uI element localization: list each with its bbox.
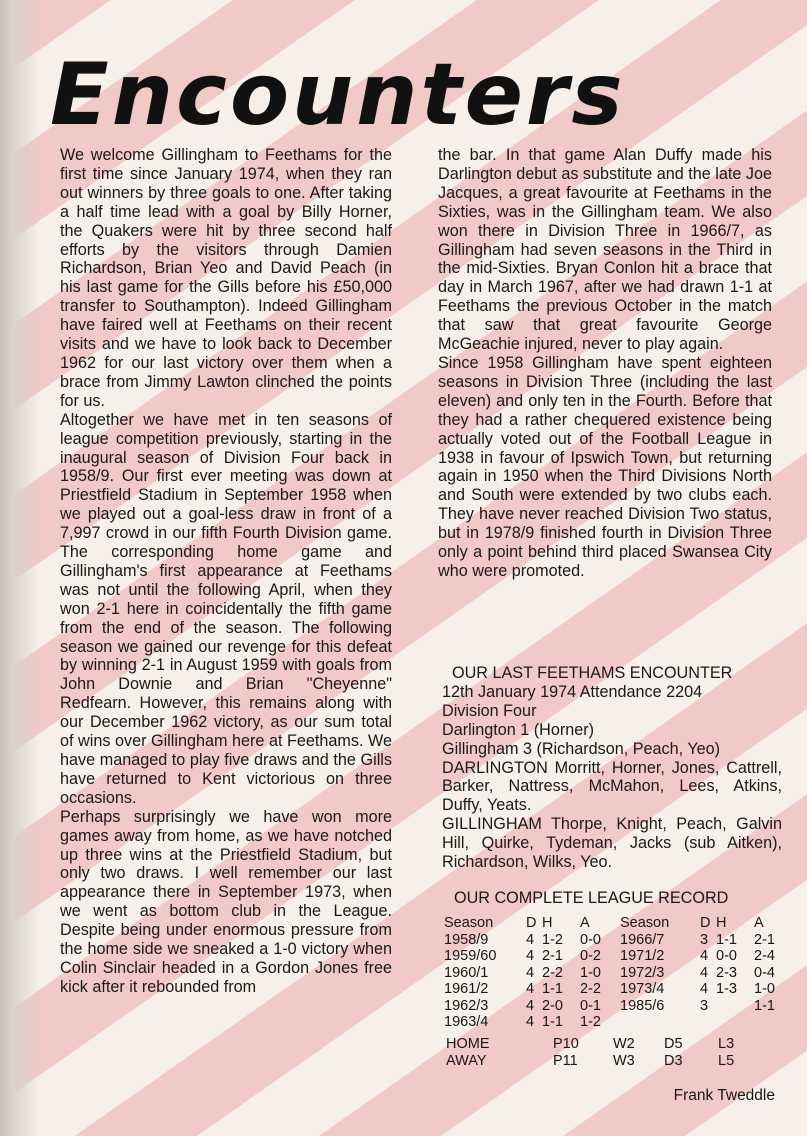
summary-played: P11 — [553, 1052, 578, 1069]
table-cell: 0-0 — [716, 948, 737, 964]
gillingham-lineup: GILLINGHAM Thorpe, Knight, Peach, Galvin Hill, Quirke, Tydeman, Jacks (sub Aitken), Richardson, Wilks, Yeo. — [442, 815, 782, 872]
table-cell: 3 — [700, 931, 709, 948]
table-cell: 1958/9 — [444, 931, 489, 948]
table-cell: 1-2 — [580, 1014, 601, 1030]
league-record-heading: OUR COMPLETE LEAGUE RECORD — [454, 889, 729, 907]
summary-won: W3 — [613, 1052, 635, 1069]
column-header: D — [526, 915, 537, 931]
table-cell: 1-2 — [542, 931, 563, 948]
summary-won: W2 — [613, 1036, 635, 1052]
table-cell: 4 — [526, 1014, 535, 1030]
column-header: A — [754, 915, 764, 931]
summary-played: P10 — [553, 1036, 579, 1052]
summary-row-home — [446, 1036, 786, 1053]
page-edge-shadow — [0, 0, 40, 1136]
table-cell: 1973/4 — [620, 981, 665, 997]
table-header-row — [444, 915, 784, 932]
table-row — [444, 1014, 784, 1031]
column-header: D — [700, 915, 711, 931]
column-header: A — [580, 915, 590, 931]
article-paragraph: Since 1958 Gillingham have spent eighteen seasons in Division Three (including the last eleven) and only ten in the Fourth. Before that they had a rather chequered existence being actually voted out of the Football League in 1938 in favour of Ipswich Town, but returning again in 1950 when the Third Divisions North and South were extended by two clubs each. They have never reached Division Two status, but in 1978/9 finished fourth in Division Three only a point behind third placed Swansea City who were promoted. — [438, 353, 772, 580]
table-cell: 2-3 — [716, 964, 737, 981]
summary-lost: L3 — [718, 1036, 735, 1052]
table-cell: 0-0 — [580, 931, 601, 948]
table-cell: 2-0 — [542, 997, 563, 1014]
table-cell: 2-4 — [754, 948, 775, 964]
record-summary — [446, 1036, 786, 1069]
table-row — [444, 948, 784, 965]
table-cell: 4 — [526, 964, 535, 981]
table-cell: 1963/4 — [444, 1014, 489, 1030]
author-byline: Frank Tweddle — [673, 1087, 775, 1104]
table-cell: 1-0 — [580, 964, 601, 981]
table-cell: 2-2 — [542, 964, 563, 981]
article-paragraph: Altogether we have met in ten seasons of league competition previously, starting in the inaugural season of Division Four back in 1958/9. Our first ever meeting was down at Priestfield Stadium in September 1958 when we played out a goal-less draw in front of a 7,997 crowd in our fifth Fourth Division game. The corresponding home game and Gillingham's first appearance at Feethams was not until the following April, when they won 2-1 here in coincidentally the fifth game from the end of the season. The following season we gained our revenge for this defeat by winning 2-1 in August 1959 with goals from John Downie and Brian "Cheyenne" Redfearn. However, this remains along with our December 1962 victory, as our sum total of wins over Gillingham here at Feethams. We have managed to play five draws and the Gills have returned to Kent victorious on three occasions. — [60, 410, 392, 807]
table-row — [444, 965, 784, 982]
table-cell: 1959/60 — [444, 948, 497, 964]
article-paragraph: We welcome Gillingham to Feethams for the first time since January 1974, when they ran out winners by three goals to one. After taking a half time lead with a goal by Billy Horner, the Quakers were hit by three second half efforts by the visitors through Damien Richardson, Brian Yeo and David Peach (in his last game for the Gills before his £50,000 transfer to Southampton). Indeed Gillingham have faired well at Feethams on their recent visits and we have to look back to December 1962 for our last victory over them when a brace from Jimmy Lawton clinched the points for us. — [60, 146, 392, 410]
table-cell: 1-1 — [754, 997, 775, 1014]
column-header: Season — [620, 915, 670, 931]
table-cell: 0-4 — [754, 964, 775, 981]
article-paragraph: the bar. In that game Alan Duffy made his Darlington debut as substitute and the late Joe Jacques, a great favourite at Feethams in the Sixties, was in the Gillingham team. We also won there in Division Three in 1966/7, as Gillingham had seven seasons in the Third in the mid-Sixties. Bryan Conlon hit a brace that day in March 1967, after we had drawn 1-1 at Feethams the previous October in the match that saw that great favourite George McGeachie injured, never to play again. — [438, 146, 772, 354]
home-score: Darlington 1 (Horner) — [442, 720, 595, 739]
table-cell: 1972/3 — [620, 964, 665, 981]
page-title: Encounters — [50, 45, 626, 145]
table-cell: 4 — [700, 948, 709, 964]
table-cell: 4 — [526, 997, 535, 1014]
table-cell: 1-1 — [542, 1014, 563, 1030]
table-cell: 4 — [700, 964, 709, 981]
table-cell: 4 — [700, 981, 709, 997]
column-header: H — [542, 915, 553, 931]
table-row — [444, 981, 784, 998]
table-cell: 4 — [526, 981, 535, 997]
summary-lost: L5 — [718, 1052, 735, 1069]
table-cell: 4 — [526, 948, 535, 964]
table-cell: 1985/6 — [620, 997, 665, 1014]
table-row — [444, 932, 784, 949]
table-cell: 1962/3 — [444, 997, 489, 1014]
column-header: Season — [444, 915, 494, 931]
match-division: Division Four — [442, 701, 537, 720]
darlington-lineup: DARLINGTON Morritt, Horner, Jones, Cattrell, Barker, Nattress, McMahon, Lees, Atkins, Duffy, Yeats. — [442, 758, 782, 815]
article-left-column — [60, 146, 392, 997]
table-cell: 1-3 — [716, 981, 737, 997]
table-cell: 1-0 — [754, 981, 775, 997]
table-cell: 3 — [700, 997, 709, 1014]
column-header: H — [716, 915, 727, 931]
table-row — [444, 998, 784, 1015]
last-encounter-heading: OUR LAST FEETHAMS ENCOUNTER — [452, 664, 733, 682]
league-record-table — [444, 915, 784, 1031]
away-score: Gillingham 3 (Richardson, Peach, Yeo) — [442, 739, 721, 758]
table-cell: 0-2 — [580, 948, 601, 964]
article-paragraph: Perhaps surprisingly we have won more games away from home, as we have notched up three wins at the Priestfield Stadium, but only two draws. I well remember our last appearance there in September 1973, when we went as bottom club in the League. Despite being under enormous pressure from the home side we sneaked a 1-0 victory when Colin Sinclair headed in a Gordon Jones free kick after it rebounded from — [60, 807, 392, 996]
summary-label: HOME — [446, 1036, 490, 1052]
table-cell: 1960/1 — [444, 964, 489, 981]
table-cell: 1966/7 — [620, 931, 665, 948]
table-cell: 1961/2 — [444, 981, 489, 997]
table-cell: 2-2 — [580, 981, 601, 997]
table-cell: 4 — [526, 931, 535, 948]
table-cell: 1-1 — [542, 981, 563, 997]
table-cell: 2-1 — [754, 931, 775, 948]
summary-label: AWAY — [446, 1052, 487, 1069]
summary-drawn: D5 — [664, 1036, 683, 1052]
table-cell: 1-1 — [716, 931, 737, 948]
match-date-attendance: 12th January 1974 Attendance 2204 — [442, 682, 703, 701]
summary-drawn: D3 — [664, 1052, 683, 1069]
table-cell: 1971/2 — [620, 948, 665, 964]
summary-row-away — [446, 1053, 786, 1070]
table-cell: 0-1 — [580, 997, 601, 1014]
table-cell: 2-1 — [542, 948, 563, 964]
article-right-column — [438, 146, 772, 581]
last-encounter-box — [442, 664, 782, 872]
